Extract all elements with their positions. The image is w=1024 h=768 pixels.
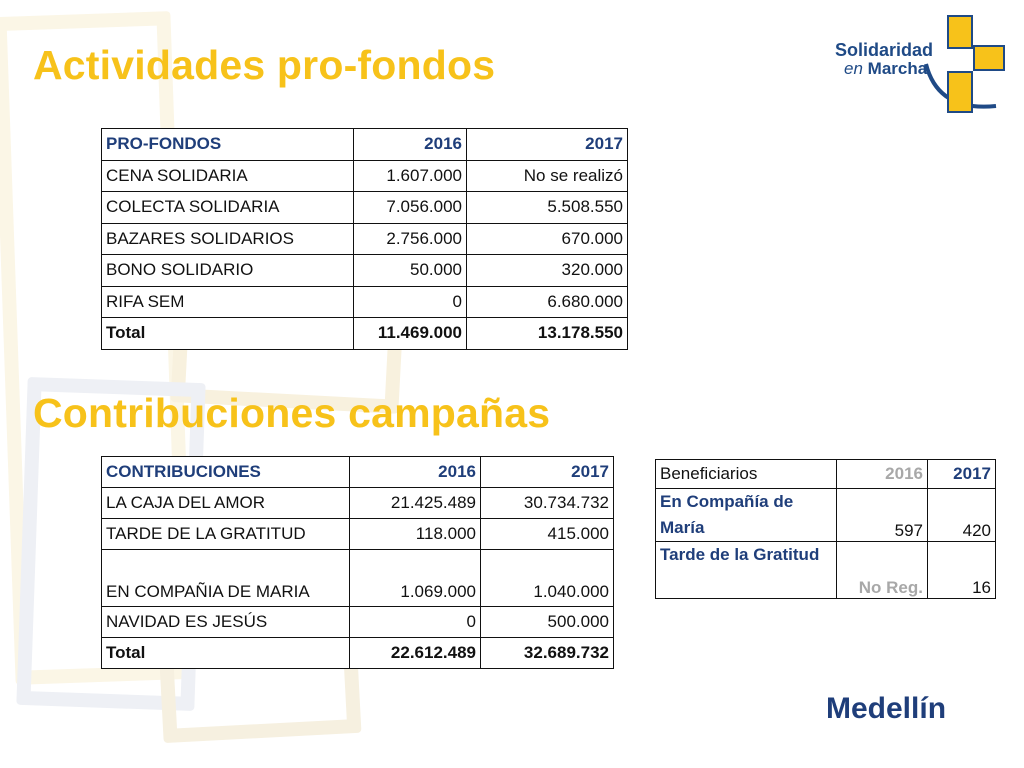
column-header-2016: 2016 [837,460,928,489]
value-2017: 1.040.000 [481,550,614,607]
table-row [102,607,614,638]
total-2016: 22.612.489 [350,638,481,669]
value-2017: 500.000 [481,607,614,638]
table-row [102,223,628,255]
value-2017: 670.000 [467,223,628,255]
beneficiarios-table [655,459,996,599]
value-2016: 21.425.489 [350,488,481,519]
total-2016: 11.469.000 [354,318,467,350]
row-label: BONO SOLIDARIO [102,255,354,287]
beneficiary-2017: 16 [928,542,996,599]
section-title-pro-fondos: Actividades pro-fondos [33,42,496,88]
column-header-2017: 2017 [928,460,996,489]
logo-line-2 [844,59,927,79]
row-label: RIFA SEM [102,286,354,318]
beneficiary-label: En Compañía de María [656,489,837,542]
value-2016: 0 [354,286,467,318]
beneficiary-label: Tarde de la Gratitud [656,542,837,599]
logo-word-marcha: Marcha [867,59,928,78]
table-row [656,542,996,599]
table-row [102,286,628,318]
column-header-2017: 2017 [481,457,614,488]
contribuciones-table-body [102,488,614,669]
total-2017: 13.178.550 [467,318,628,350]
table-row [656,489,996,542]
row-label: COLECTA SOLIDARIA [102,192,354,224]
beneficiary-2016: No Reg. [837,542,928,599]
table-row [102,255,628,287]
total-2017: 32.689.732 [481,638,614,669]
value-2016: 1.607.000 [354,160,467,192]
row-label: CENA SOLIDARIA [102,160,354,192]
table-row [102,192,628,224]
table-row [102,519,614,550]
contribuciones-table [101,456,614,669]
total-row [102,318,628,350]
table-header-row [102,457,614,488]
table-header-row [102,129,628,161]
value-2017: 5.508.550 [467,192,628,224]
column-header-pro-fondos: PRO-FONDOS [102,129,354,161]
value-2016: 2.756.000 [354,223,467,255]
city-label: Medellín [826,692,947,725]
pro-fondos-table [101,128,628,350]
row-label: EN COMPAÑIA DE MARIA [102,550,350,607]
column-header-2016: 2016 [350,457,481,488]
logo-word-en: en [844,59,863,78]
value-2017: 415.000 [481,519,614,550]
section-title-contribuciones: Contribuciones campañas [33,390,551,436]
row-label: BAZARES SOLIDARIOS [102,223,354,255]
value-2017: 6.680.000 [467,286,628,318]
pro-fondos-table-body [102,160,628,349]
beneficiary-2017: 420 [928,489,996,542]
value-2017: No se realizó [467,160,628,192]
value-2017: 320.000 [467,255,628,287]
column-header-2017: 2017 [467,129,628,161]
value-2016: 7.056.000 [354,192,467,224]
logo-line-1: Solidaridad [835,40,934,60]
value-2017: 30.734.732 [481,488,614,519]
table-row [102,488,614,519]
row-label: NAVIDAD ES JESÚS [102,607,350,638]
column-header-2016: 2016 [354,129,467,161]
table-row [102,160,628,192]
total-label: Total [102,638,350,669]
table-row [102,550,614,607]
column-header-contribuciones: CONTRIBUCIONES [102,457,350,488]
column-header-beneficiarios: Beneficiarios [656,460,837,489]
solidaridad-en-marcha-logo [830,14,1010,118]
value-2016: 118.000 [350,519,481,550]
beneficiary-2016: 597 [837,489,928,542]
total-label: Total [102,318,354,350]
row-label: LA CAJA DEL AMOR [102,488,350,519]
value-2016: 50.000 [354,255,467,287]
value-2016: 1.069.000 [350,550,481,607]
table-header-row [656,460,996,489]
row-label: TARDE DE LA GRATITUD [102,519,350,550]
total-row [102,638,614,669]
value-2016: 0 [350,607,481,638]
